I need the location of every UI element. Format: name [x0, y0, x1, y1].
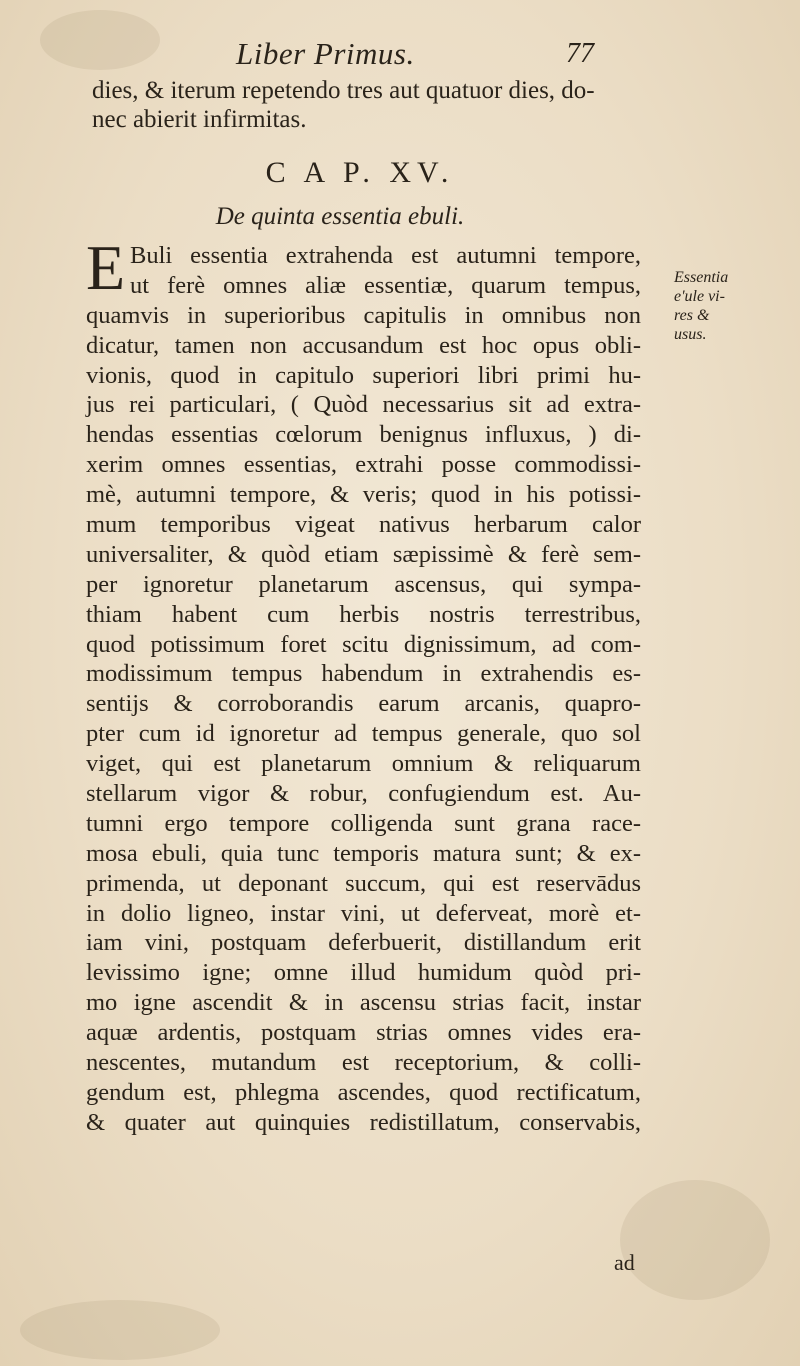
text-line: viget, qui est planetarum omnium & reliquarum: [86, 750, 641, 778]
margin-note-line: usus.: [674, 326, 707, 343]
paper-stain: [620, 1180, 770, 1300]
text-line: gendum est, phlegma ascendes, quod rectificatum,: [86, 1078, 641, 1106]
text-line: pter cum id ignoretur ad tempus generale, quo sol: [86, 720, 641, 748]
text-line: modissimum tempus habendum in extrahendis es-: [86, 660, 641, 688]
text-line: nescentes, mutandum est receptorium, & colli-: [86, 1049, 641, 1077]
text-line: vionis, quod in capitulo superiori libri primi hu-: [86, 361, 641, 389]
text-line: dicatur, tamen non accusandum est hoc opus obli-: [86, 331, 641, 359]
catchword: ad: [614, 1250, 635, 1275]
text-line: aquæ ardentis, postquam strias omnes vides era-: [86, 1019, 641, 1047]
text-line: mum temporibus vigeat nativus herbarum calor: [86, 511, 641, 539]
running-title: Liber Primus.: [236, 36, 415, 71]
text-line: Buli essentia extrahenda est autumni tempore,: [130, 242, 641, 269]
text-line: dies, & iterum repetendo tres aut quatuor dies, do-: [92, 77, 595, 104]
text-line: hendas essentias cœlorum benignus influxus, ) di-: [86, 421, 641, 449]
running-head: [0, 36, 800, 72]
drop-cap: E: [86, 232, 126, 303]
text-line: sentijs & corroborandis earum arcanis, quapro-: [86, 690, 641, 718]
text-line: & quater aut quinquies redistillatum, conservabis,: [86, 1108, 641, 1136]
text-line: quamvis in superioribus capitulis in omnibus non: [86, 301, 641, 329]
text-line: stellarum vigor & robur, confugiendum est. Au-: [86, 780, 641, 808]
text-line: levissimo igne; omne illud humidum quòd pri-: [86, 959, 641, 987]
body-text: [86, 241, 641, 1138]
margin-note-line: res &: [674, 307, 710, 324]
text-line: mè, autumni tempore, & veris; quod in his potissi-: [86, 481, 641, 509]
page-number: 77: [566, 38, 594, 69]
text-line: jus rei particulari, ( Quòd necessarius sit ad extra-: [86, 391, 641, 419]
chapter-title: De quinta essentia ebuli.: [215, 203, 465, 230]
text-line: mosa ebuli, quia tunc temporis matura sunt; & ex-: [86, 839, 641, 867]
text-line: thiam habent cum herbis nostris terrestribus,: [86, 600, 641, 628]
chapter-number: C A P. XV.: [265, 156, 455, 189]
paper-stain: [20, 1300, 220, 1360]
text-line: per ignoretur planetarum ascensus, qui sympa-: [86, 570, 641, 598]
text-line: in dolio ligneo, instar vini, ut deferveat, morè et-: [86, 899, 641, 927]
text-line: tumni ergo tempore colligenda sunt grana race-: [86, 809, 641, 837]
text-line: iam vini, postquam deferbuerit, distillandum erit: [86, 929, 641, 957]
margin-note-line: e'ule vi-: [674, 288, 725, 305]
text-line: universaliter, & quòd etiam sæpissimè & ferè sem-: [86, 540, 641, 568]
margin-note-line: Essentia: [674, 269, 729, 286]
margin-note: [674, 268, 764, 344]
text-line: primenda, ut deponant succum, qui est reservādus: [86, 869, 641, 897]
text-line: xerim omnes essentias, extrahi posse commodissi-: [86, 451, 641, 479]
text-line: mo igne ascendit & in ascensu strias facit, instar: [86, 989, 641, 1017]
text-line: nec abierit infirmitas.: [92, 106, 307, 133]
text-line: quod potissimum foret scitu dignissimum, ad com-: [86, 630, 641, 658]
text-line: ut ferè omnes aliæ essentiæ, quarum tempus,: [130, 271, 641, 299]
carry-over-text: [92, 76, 652, 134]
